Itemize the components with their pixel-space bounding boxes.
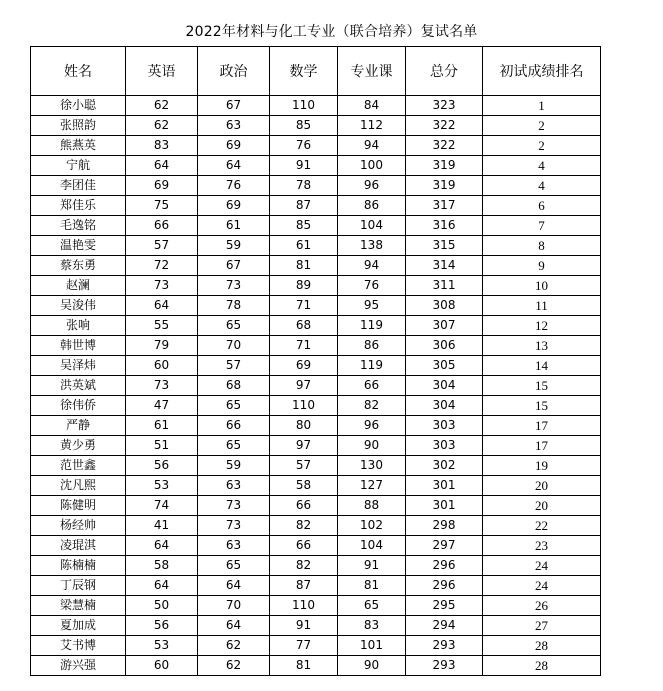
cell-english: 74	[126, 496, 198, 516]
cell-english: 64	[126, 296, 198, 316]
cell-total: 297	[406, 536, 483, 556]
cell-english: 62	[126, 96, 198, 116]
cell-math: 81	[270, 656, 338, 676]
table-row	[31, 576, 601, 596]
cell-major: 130	[338, 456, 406, 476]
table-row	[31, 376, 601, 396]
cell-rank: 8	[483, 236, 601, 256]
cell-politics: 64	[198, 576, 270, 596]
table-row	[31, 336, 601, 356]
cell-politics: 63	[198, 476, 270, 496]
cell-math: 68	[270, 316, 338, 336]
cell-rank: 2	[483, 136, 601, 156]
cell-math: 87	[270, 576, 338, 596]
cell-total: 316	[406, 216, 483, 236]
cell-math: 66	[270, 496, 338, 516]
cell-math: 91	[270, 616, 338, 636]
cell-math: 110	[270, 96, 338, 116]
cell-total: 317	[406, 196, 483, 216]
cell-name: 温艳雯	[31, 236, 126, 256]
cell-math: 81	[270, 256, 338, 276]
table-row	[31, 396, 601, 416]
table-body	[31, 96, 601, 676]
cell-total: 307	[406, 316, 483, 336]
header-major: 专业课	[338, 47, 406, 96]
cell-politics: 66	[198, 416, 270, 436]
cell-total: 303	[406, 416, 483, 436]
cell-math: 78	[270, 176, 338, 196]
table-row	[31, 316, 601, 336]
cell-english: 60	[126, 656, 198, 676]
cell-politics: 63	[198, 536, 270, 556]
cell-math: 82	[270, 516, 338, 536]
cell-name: 李团佳	[31, 176, 126, 196]
cell-name: 陈楠楠	[31, 556, 126, 576]
cell-rank: 4	[483, 156, 601, 176]
cell-math: 71	[270, 336, 338, 356]
table-row	[31, 356, 601, 376]
cell-total: 293	[406, 636, 483, 656]
cell-major: 104	[338, 536, 406, 556]
cell-major: 94	[338, 136, 406, 156]
cell-total: 315	[406, 236, 483, 256]
cell-rank: 26	[483, 596, 601, 616]
cell-politics: 64	[198, 156, 270, 176]
cell-total: 311	[406, 276, 483, 296]
cell-total: 314	[406, 256, 483, 276]
cell-rank: 17	[483, 436, 601, 456]
cell-name: 夏加成	[31, 616, 126, 636]
cell-math: 61	[270, 236, 338, 256]
cell-english: 73	[126, 276, 198, 296]
cell-major: 119	[338, 356, 406, 376]
cell-english: 79	[126, 336, 198, 356]
cell-name: 宁航	[31, 156, 126, 176]
cell-rank: 20	[483, 496, 601, 516]
document-title: 2022年材料与化工专业（联合培养）复试名单	[185, 24, 478, 40]
cell-total: 319	[406, 176, 483, 196]
cell-rank: 6	[483, 196, 601, 216]
cell-english: 69	[126, 176, 198, 196]
cell-name: 黄少勇	[31, 436, 126, 456]
cell-major: 112	[338, 116, 406, 136]
table-row	[31, 196, 601, 216]
cell-english: 62	[126, 116, 198, 136]
cell-politics: 76	[198, 176, 270, 196]
cell-math: 110	[270, 596, 338, 616]
cell-math: 97	[270, 436, 338, 456]
cell-name: 沈凡熙	[31, 476, 126, 496]
cell-english: 64	[126, 576, 198, 596]
cell-name: 韩世博	[31, 336, 126, 356]
score-table	[30, 46, 601, 676]
cell-name: 蔡东勇	[31, 256, 126, 276]
cell-major: 65	[338, 596, 406, 616]
cell-politics: 59	[198, 456, 270, 476]
cell-english: 64	[126, 156, 198, 176]
cell-politics: 62	[198, 636, 270, 656]
cell-math: 97	[270, 376, 338, 396]
cell-total: 296	[406, 576, 483, 596]
header-rank: 初试成绩排名	[483, 47, 601, 96]
cell-name: 严静	[31, 416, 126, 436]
cell-total: 301	[406, 496, 483, 516]
cell-rank: 27	[483, 616, 601, 636]
header-row	[31, 47, 601, 96]
cell-rank: 1	[483, 96, 601, 116]
cell-name: 凌琨淇	[31, 536, 126, 556]
cell-name: 赵澜	[31, 276, 126, 296]
cell-major: 100	[338, 156, 406, 176]
cell-major: 91	[338, 556, 406, 576]
cell-name: 艾书博	[31, 636, 126, 656]
cell-math: 77	[270, 636, 338, 656]
cell-name: 吴浚伟	[31, 296, 126, 316]
cell-name: 徐伟侨	[31, 396, 126, 416]
cell-english: 41	[126, 516, 198, 536]
cell-major: 138	[338, 236, 406, 256]
cell-major: 90	[338, 436, 406, 456]
cell-total: 319	[406, 156, 483, 176]
table-row	[31, 616, 601, 636]
table-row	[31, 416, 601, 436]
table-row	[31, 136, 601, 156]
cell-major: 88	[338, 496, 406, 516]
cell-name: 杨经帅	[31, 516, 126, 536]
cell-rank: 22	[483, 516, 601, 536]
cell-english: 73	[126, 376, 198, 396]
cell-rank: 9	[483, 256, 601, 276]
cell-rank: 15	[483, 376, 601, 396]
cell-total: 308	[406, 296, 483, 316]
table-row	[31, 456, 601, 476]
cell-total: 303	[406, 436, 483, 456]
cell-major: 83	[338, 616, 406, 636]
cell-math: 91	[270, 156, 338, 176]
cell-politics: 68	[198, 376, 270, 396]
cell-rank: 2	[483, 116, 601, 136]
cell-major: 96	[338, 416, 406, 436]
cell-politics: 57	[198, 356, 270, 376]
table-row	[31, 216, 601, 236]
cell-major: 104	[338, 216, 406, 236]
cell-math: 76	[270, 136, 338, 156]
cell-politics: 59	[198, 236, 270, 256]
cell-major: 102	[338, 516, 406, 536]
cell-rank: 15	[483, 396, 601, 416]
cell-english: 72	[126, 256, 198, 276]
cell-name: 范世鑫	[31, 456, 126, 476]
cell-politics: 70	[198, 336, 270, 356]
cell-math: 80	[270, 416, 338, 436]
cell-english: 83	[126, 136, 198, 156]
table-row	[31, 536, 601, 556]
cell-total: 301	[406, 476, 483, 496]
table-row	[31, 556, 601, 576]
cell-total: 298	[406, 516, 483, 536]
cell-politics: 61	[198, 216, 270, 236]
cell-rank: 12	[483, 316, 601, 336]
cell-total: 293	[406, 656, 483, 676]
cell-major: 86	[338, 336, 406, 356]
cell-name: 游兴强	[31, 656, 126, 676]
cell-total: 322	[406, 136, 483, 156]
cell-major: 66	[338, 376, 406, 396]
table-row	[31, 236, 601, 256]
cell-rank: 11	[483, 296, 601, 316]
cell-politics: 70	[198, 596, 270, 616]
cell-total: 322	[406, 116, 483, 136]
cell-name: 熊燕英	[31, 136, 126, 156]
cell-major: 86	[338, 196, 406, 216]
cell-politics: 65	[198, 556, 270, 576]
table-row	[31, 636, 601, 656]
cell-rank: 14	[483, 356, 601, 376]
cell-math: 71	[270, 296, 338, 316]
header-math: 数学	[270, 47, 338, 96]
table-row	[31, 276, 601, 296]
cell-rank: 19	[483, 456, 601, 476]
cell-politics: 64	[198, 616, 270, 636]
cell-politics: 63	[198, 116, 270, 136]
cell-english: 50	[126, 596, 198, 616]
cell-rank: 13	[483, 336, 601, 356]
cell-politics: 62	[198, 656, 270, 676]
cell-english: 58	[126, 556, 198, 576]
cell-politics: 67	[198, 96, 270, 116]
cell-rank: 10	[483, 276, 601, 296]
cell-english: 75	[126, 196, 198, 216]
cell-english: 64	[126, 536, 198, 556]
cell-name: 洪英斌	[31, 376, 126, 396]
cell-math: 87	[270, 196, 338, 216]
cell-rank: 24	[483, 576, 601, 596]
cell-name: 丁辰钢	[31, 576, 126, 596]
table-row	[31, 116, 601, 136]
cell-name: 毛逸铭	[31, 216, 126, 236]
table-row	[31, 176, 601, 196]
cell-major: 81	[338, 576, 406, 596]
cell-name: 张照韵	[31, 116, 126, 136]
table-row	[31, 96, 601, 116]
cell-english: 60	[126, 356, 198, 376]
cell-major: 90	[338, 656, 406, 676]
cell-major: 84	[338, 96, 406, 116]
header-politics: 政治	[198, 47, 270, 96]
cell-rank: 7	[483, 216, 601, 236]
cell-major: 127	[338, 476, 406, 496]
cell-english: 56	[126, 456, 198, 476]
cell-math: 89	[270, 276, 338, 296]
cell-total: 305	[406, 356, 483, 376]
cell-name: 郑佳乐	[31, 196, 126, 216]
cell-major: 101	[338, 636, 406, 656]
cell-name: 徐小聪	[31, 96, 126, 116]
cell-name: 张响	[31, 316, 126, 336]
table-row	[31, 496, 601, 516]
cell-rank: 24	[483, 556, 601, 576]
cell-english: 53	[126, 476, 198, 496]
cell-politics: 73	[198, 276, 270, 296]
cell-english: 51	[126, 436, 198, 456]
cell-politics: 67	[198, 256, 270, 276]
cell-rank: 4	[483, 176, 601, 196]
cell-total: 306	[406, 336, 483, 356]
cell-total: 304	[406, 396, 483, 416]
cell-name: 梁慧楠	[31, 596, 126, 616]
cell-major: 119	[338, 316, 406, 336]
cell-math: 85	[270, 116, 338, 136]
table-row	[31, 156, 601, 176]
cell-total: 304	[406, 376, 483, 396]
cell-english: 53	[126, 636, 198, 656]
table-row	[31, 256, 601, 276]
cell-total: 295	[406, 596, 483, 616]
cell-english: 47	[126, 396, 198, 416]
cell-politics: 65	[198, 316, 270, 336]
cell-major: 95	[338, 296, 406, 316]
cell-total: 323	[406, 96, 483, 116]
cell-rank: 28	[483, 656, 601, 676]
table-row	[31, 436, 601, 456]
cell-rank: 20	[483, 476, 601, 496]
cell-math: 85	[270, 216, 338, 236]
cell-english: 61	[126, 416, 198, 436]
cell-politics: 65	[198, 396, 270, 416]
cell-major: 94	[338, 256, 406, 276]
cell-math: 69	[270, 356, 338, 376]
cell-math: 66	[270, 536, 338, 556]
cell-total: 302	[406, 456, 483, 476]
cell-politics: 69	[198, 136, 270, 156]
cell-english: 55	[126, 316, 198, 336]
cell-rank: 28	[483, 636, 601, 656]
cell-politics: 65	[198, 436, 270, 456]
table-row	[31, 656, 601, 676]
cell-major: 82	[338, 396, 406, 416]
table-row	[31, 516, 601, 536]
table-row	[31, 476, 601, 496]
cell-math: 57	[270, 456, 338, 476]
header-english: 英语	[126, 47, 198, 96]
cell-politics: 73	[198, 496, 270, 516]
header-total: 总分	[406, 47, 483, 96]
cell-math: 82	[270, 556, 338, 576]
table-row	[31, 596, 601, 616]
cell-math: 58	[270, 476, 338, 496]
cell-name: 陈健明	[31, 496, 126, 516]
cell-math: 110	[270, 396, 338, 416]
cell-rank: 23	[483, 536, 601, 556]
cell-major: 76	[338, 276, 406, 296]
cell-major: 96	[338, 176, 406, 196]
cell-politics: 69	[198, 196, 270, 216]
table-row	[31, 296, 601, 316]
cell-name: 吴泽炜	[31, 356, 126, 376]
cell-english: 66	[126, 216, 198, 236]
cell-politics: 73	[198, 516, 270, 536]
cell-total: 296	[406, 556, 483, 576]
cell-politics: 78	[198, 296, 270, 316]
header-name: 姓名	[31, 47, 126, 96]
cell-english: 56	[126, 616, 198, 636]
cell-rank: 17	[483, 416, 601, 436]
cell-total: 294	[406, 616, 483, 636]
cell-english: 57	[126, 236, 198, 256]
